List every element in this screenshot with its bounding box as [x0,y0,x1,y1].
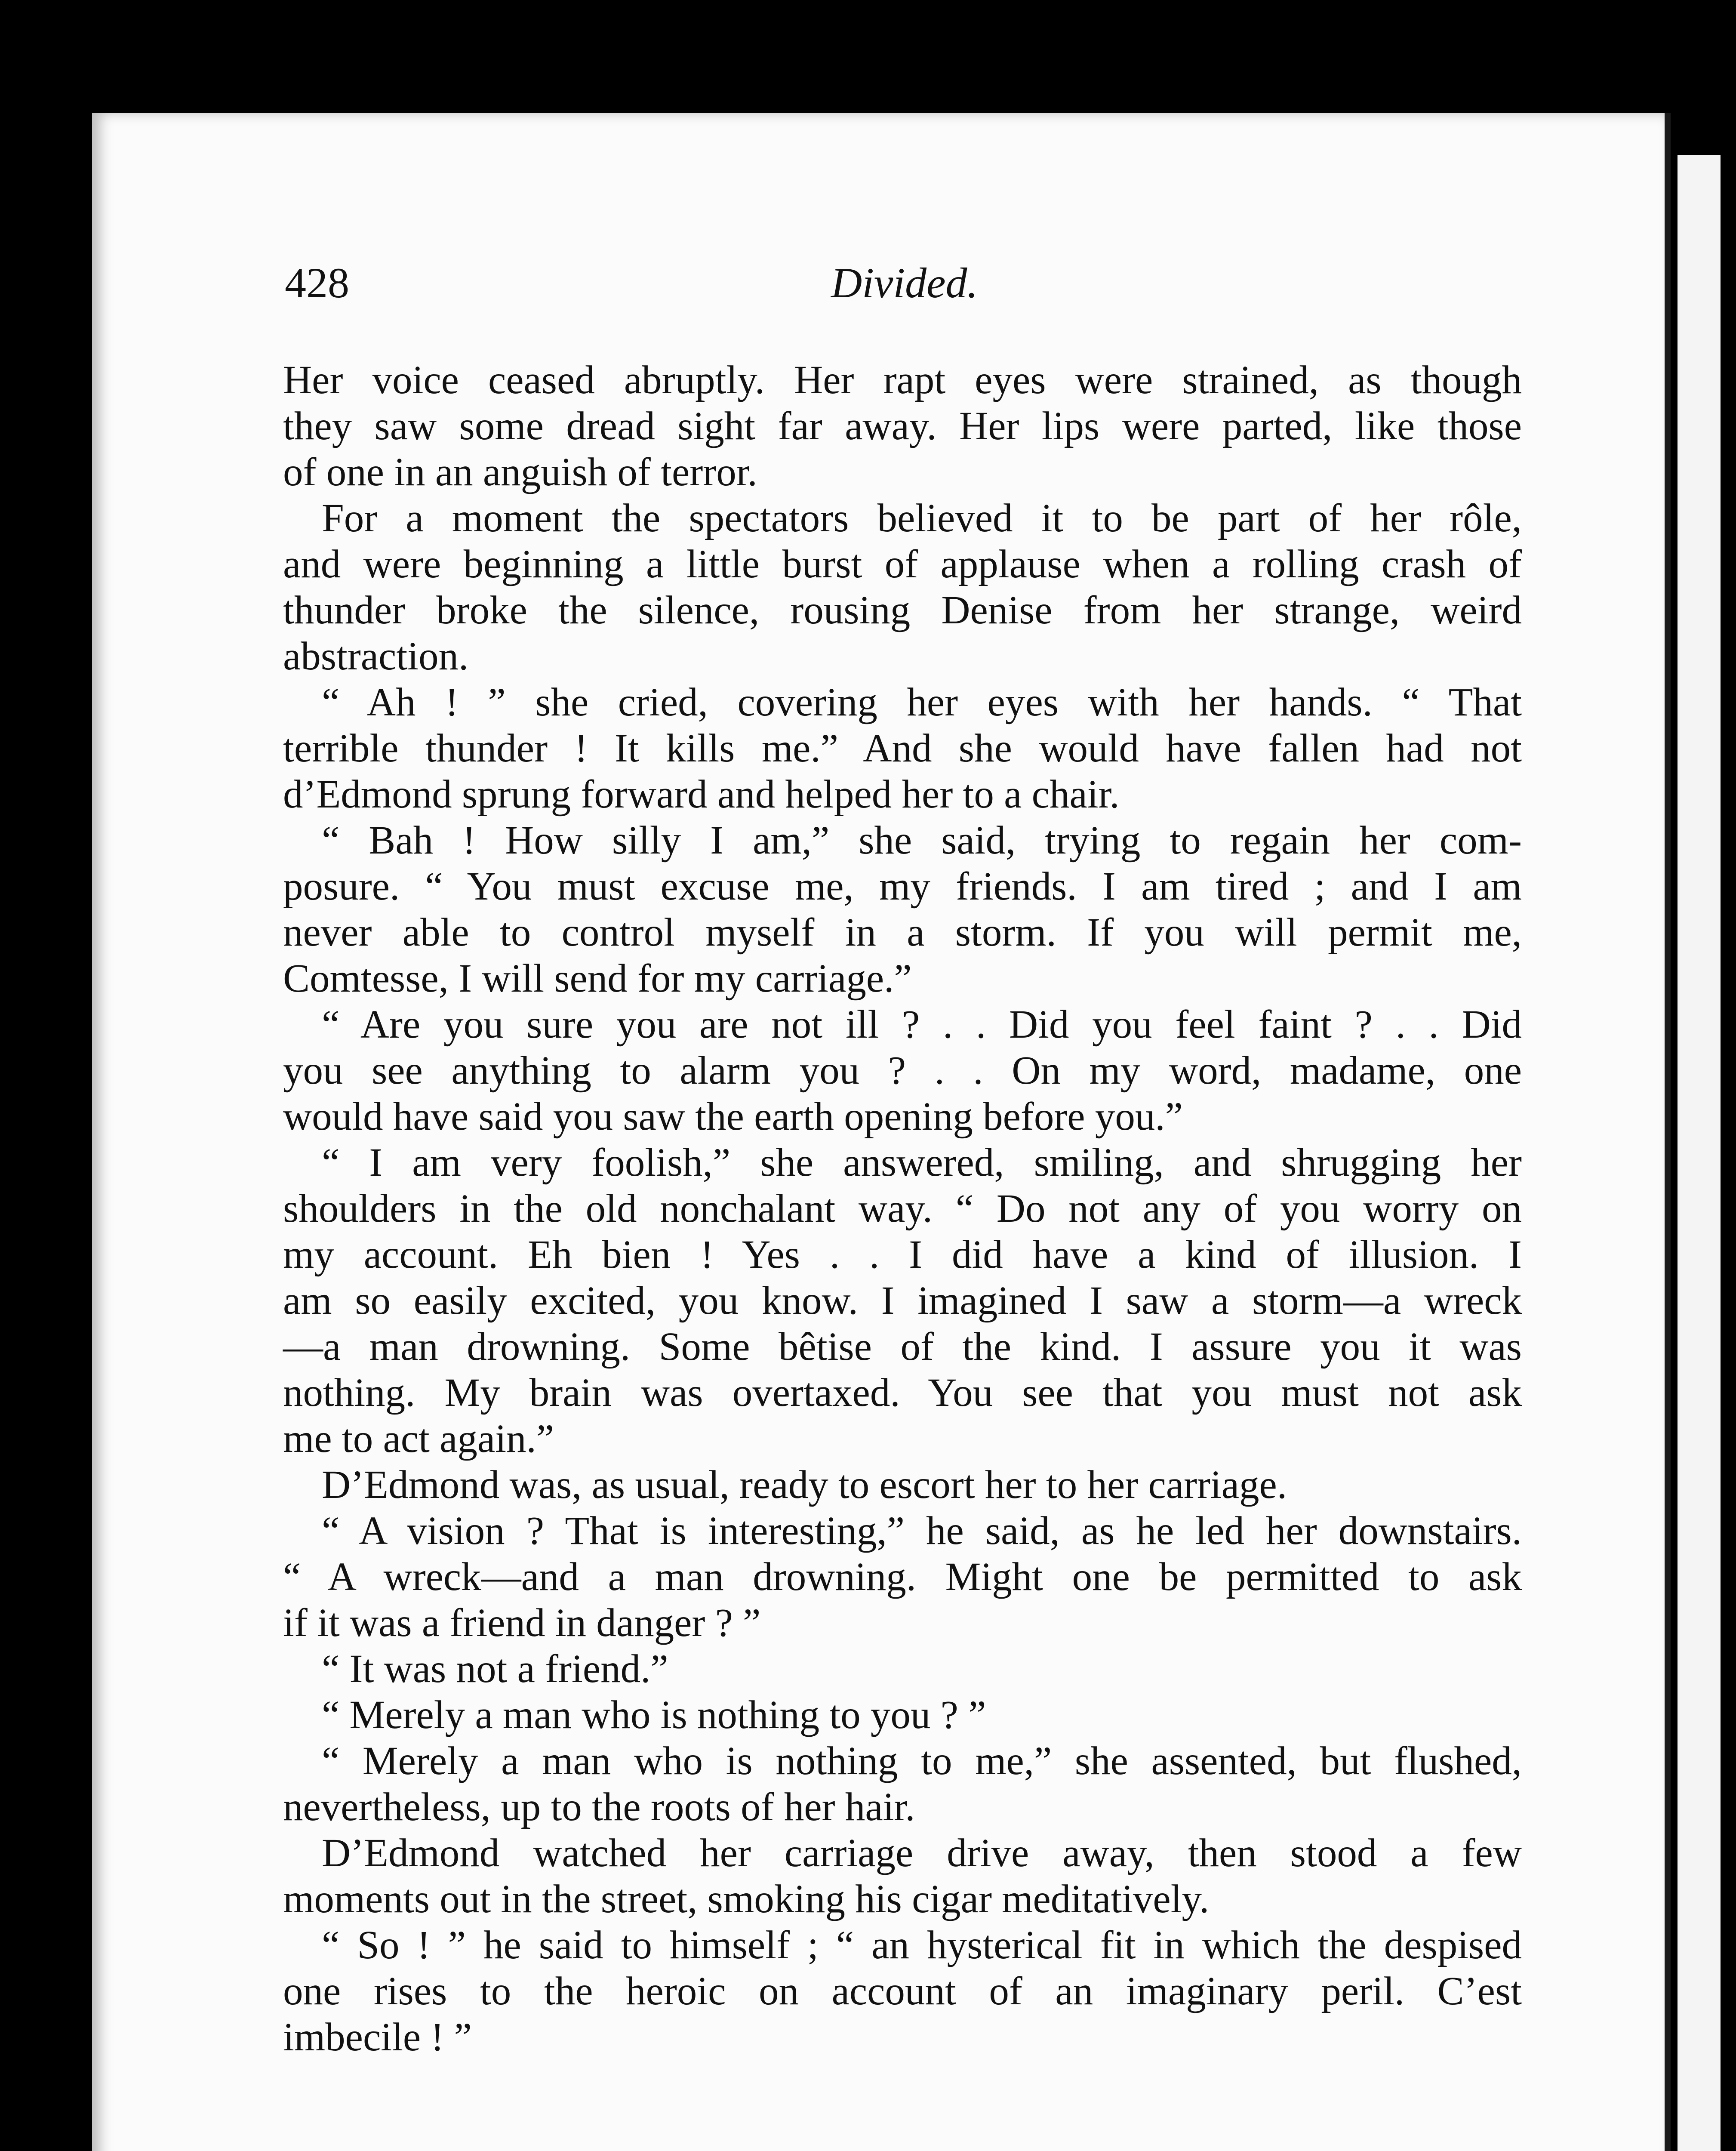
text-line: “ A wreck—and a man drowning. Might one be permitted to ask [283,1555,1522,1599]
text-line: and were beginning a little burst of applause when a rolling crash of [283,542,1522,586]
running-title: Divided. [831,259,978,307]
text-line: “ Are you sure you are not ill ? . . Did you feel faint ? . . Did [322,1002,1522,1047]
text-line: thunder broke the silence, rousing Denise from her strange, weird [283,588,1522,632]
text-line: nevertheless, up to the roots of her hair. [283,1785,915,1829]
text-line: “ Ah ! ” she cried, covering her eyes with her hands. “ That [322,680,1522,724]
text-line: of one in an anguish of terror. [283,450,757,494]
text-line: would have said you saw the earth opening before you.” [283,1094,1183,1139]
text-line: For a moment the spectators believed it to be part of her rôle, [322,496,1522,540]
page-number: 428 [285,259,349,307]
text-line: imbecile ! ” [283,2015,472,2059]
text-line: D’Edmond was, as usual, ready to escort her to her carriage. [322,1463,1287,1507]
text-line: one rises to the heroic on account of an imaginary peril. C’est [283,1969,1522,2013]
text-line: terrible thunder ! It kills me.” And she would have fallen had not [283,726,1522,770]
text-line: moments out in the street, smoking his cigar meditatively. [283,1877,1210,1921]
body-text-part1 [283,357,1522,2060]
text-line: nothing. My brain was overtaxed. You see that you must not ask [283,1371,1522,1415]
text-line: d’Edmond sprung forward and helped her to a chair. [283,772,1120,817]
running-head [285,258,1524,314]
text-line: am so easily excited, you know. I imagined I saw a storm—a wreck [283,1279,1522,1323]
text-line: —a man drowning. Some bêtise of the kind. I assure you it was [283,1325,1522,1369]
text-line: my account. Eh bien ! Yes . . I did have a kind of illusion. I [283,1233,1522,1277]
text-line: they saw some dread sight far away. Her lips were parted, like those [283,404,1522,448]
text-line: “ Merely a man who is nothing to you ? ” [322,1693,986,1737]
text-line: abstraction. [283,634,469,678]
text-line: me to act again.” [283,1417,554,1461]
next-page-edge [1678,155,1721,2151]
text-line: if it was a friend in danger ? ” [283,1601,761,1645]
text-line: “ A vision ? That is interesting,” he said, as he led her downstairs. [322,1509,1522,1553]
text-line: “ Bah ! How silly I am,” she said, trying to regain her com- [322,818,1522,863]
text-line: “ It was not a friend.” [322,1647,668,1691]
text-line: “ I am very foolish,” she answered, smiling, and shrugging her [322,1140,1522,1185]
text-line: you see anything to alarm you ? . . On my word, madame, one [283,1048,1522,1093]
text-line: shoulders in the old nonchalant way. “ Do not any of you worry on [283,1186,1522,1231]
text-line: Her voice ceased abruptly. Her rapt eyes were strained, as though [283,358,1522,402]
text-line: never able to control myself in a storm. If you will permit me, [283,910,1522,955]
text-line: posure. “ You must excuse me, my friends. I am tired ; and I am [283,864,1522,909]
text-line: Comtesse, I will send for my carriage.” [283,956,912,1001]
text-line: “ So ! ” he said to himself ; “ an hysterical fit in which the despised [322,1923,1522,1967]
text-line: “ Merely a man who is nothing to me,” she assented, but flushed, [322,1739,1522,1783]
text-line: D’Edmond watched her carriage drive away, then stood a few [322,1831,1522,1875]
